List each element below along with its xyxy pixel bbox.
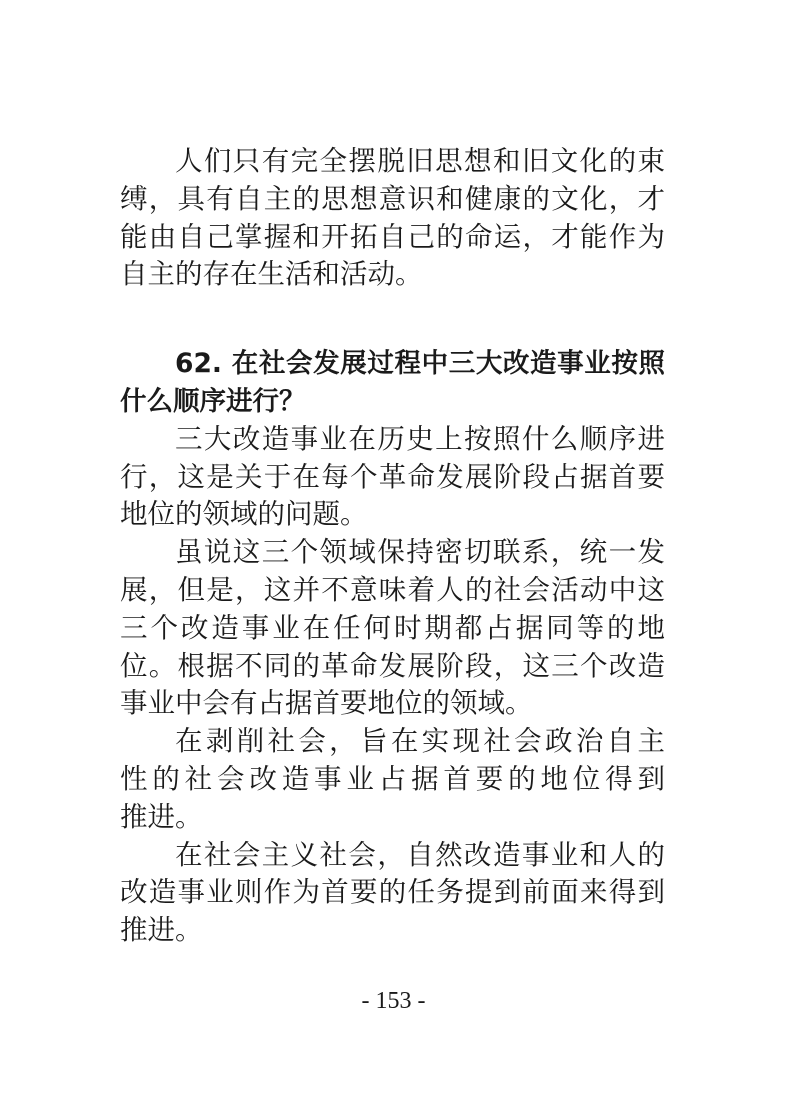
text-line: 推进。 [120,914,203,947]
paragraph-1 [120,143,665,294]
text-line: 展，但是，这并不意味着人的社会活动中这 [120,573,665,606]
page-number: - 153 - [361,988,426,1014]
page-body [120,143,665,950]
heading-line: 什么顺序进行？ [120,385,306,417]
text-line: 地位的领域的问题。 [120,498,368,531]
text-line: 虽说这三个领域保持密切联系，统一发 [175,536,665,569]
text-line: 能由自己掌握和开拓自己的命运，才能作为 [120,220,665,253]
paragraph-4 [120,723,665,836]
question-heading [120,345,665,421]
text-line: 性的社会改造事业占据首要的地位得到 [120,762,665,795]
text-line: 推进。 [120,800,203,833]
heading-line: 62. 在社会发展过程中三大改造事业按照 [175,348,665,380]
text-line: 人们只有完全摆脱旧思想和旧文化的束 [175,145,665,177]
text-line: 缚，具有自主的思想意识和健康的文化，才 [120,182,665,215]
paragraph-3 [120,534,665,723]
paragraph-2 [120,421,665,534]
text-line: 三大改造事业在历史上按照什么顺序进 [175,422,665,455]
text-line: 改造事业则作为首要的任务提到前面来得到 [120,876,665,909]
text-line: 自主的存在生活和活动。 [120,258,423,291]
text-line: 事业中会有占据首要地位的领域。 [120,687,533,720]
section-spacer [120,294,665,345]
text-line: 在社会主义社会，自然改造事业和人的 [175,838,665,871]
text-line: 行，这是关于在每个革命发展阶段占据首要 [120,460,665,493]
text-line: 三个改造事业在任何时期都占据同等的地 [120,611,665,644]
paragraph-5 [120,837,665,950]
text-line: 在剥削社会，旨在实现社会政治自主 [175,725,665,758]
text-line: 位。根据不同的革命发展阶段，这三个改造 [120,649,665,682]
